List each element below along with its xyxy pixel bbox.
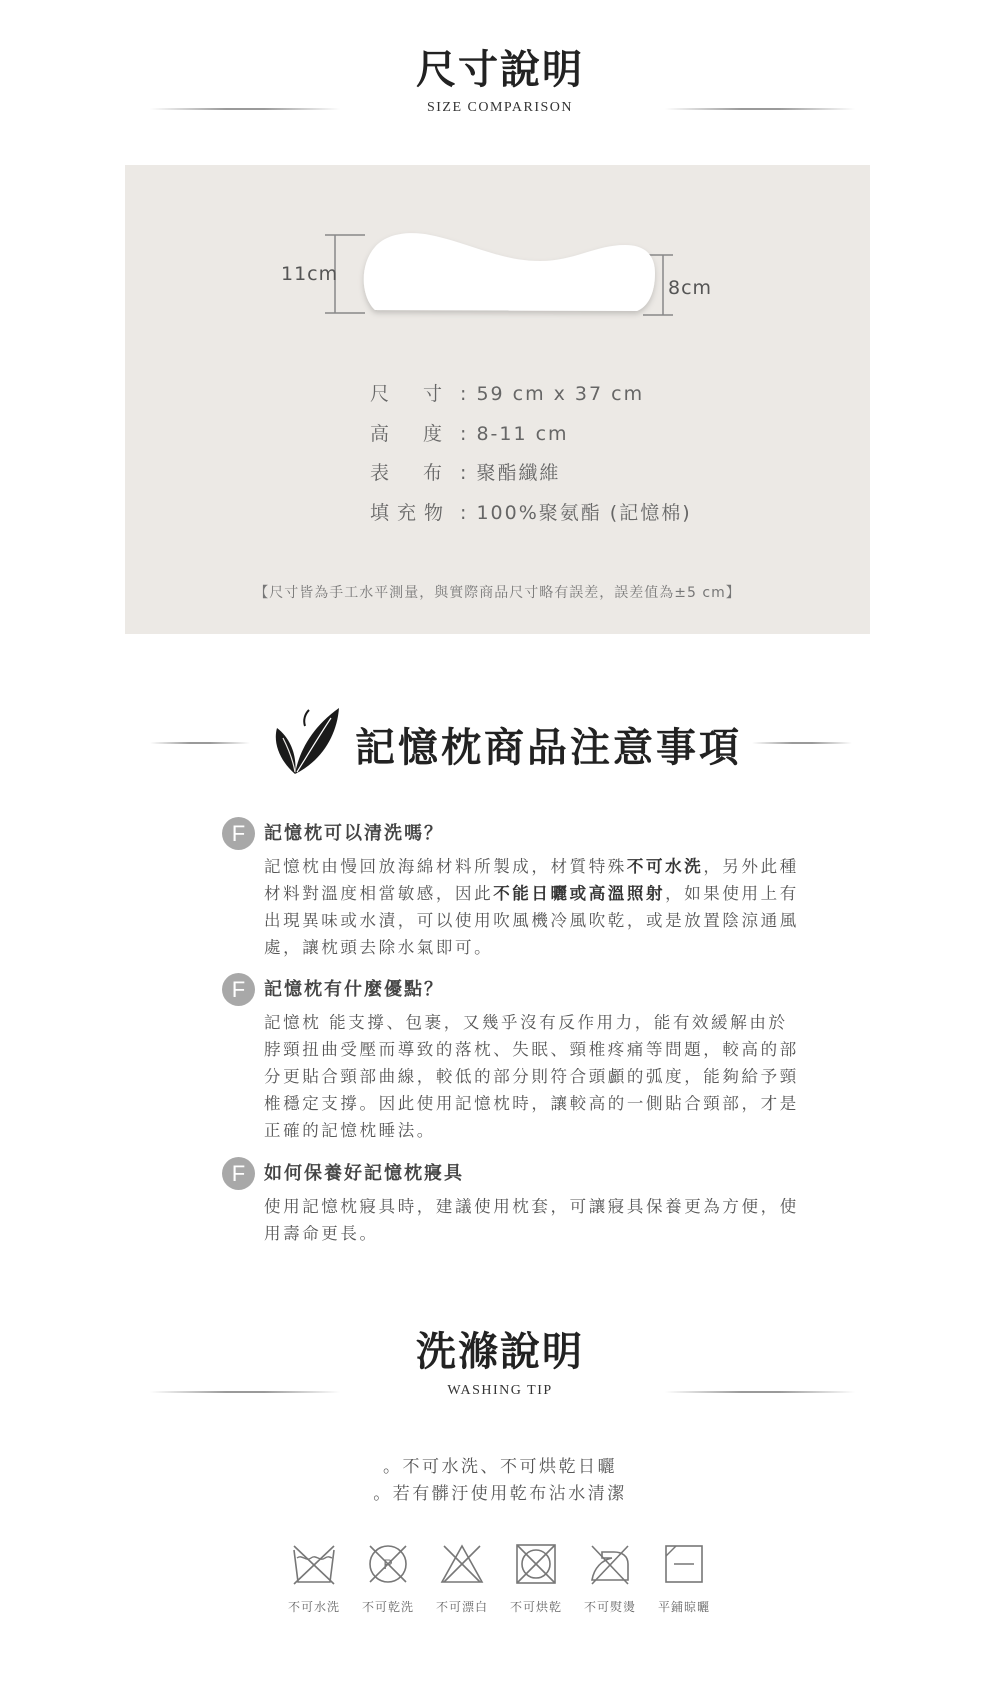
washing-divider-right — [665, 1391, 855, 1393]
no-iron-icon — [588, 1542, 632, 1586]
faq-badge-icon: F — [222, 817, 255, 850]
size-section-title: 尺寸說明 — [416, 46, 584, 93]
faq-item-washable — [222, 817, 802, 967]
no-tumble-dry-icon — [514, 1542, 558, 1586]
notes-divider-left — [150, 742, 250, 744]
faq-item-advantages — [222, 973, 802, 1153]
spec-size: 尺 寸 : 59 cm x 37 cm — [370, 383, 645, 405]
washing-divider-left — [150, 1391, 340, 1393]
no-dry-clean-icon — [366, 1542, 410, 1586]
washing-section-subtitle: WASHING TIP — [447, 1383, 553, 1398]
flat-dry-shade-icon — [662, 1542, 706, 1586]
faq-answer: 記憶枕由慢回放海綿材料所製成，材質特殊不可水洗，另外此種材料對溫度相當敏感，因此不能日曬或高溫照射，如果使用上有出現異味或水漬，可以使用吹風機冷風吹乾，或是放置陰涼通風處，讓枕頭去除水氣即可。 — [264, 857, 799, 957]
notes-section-title: 記憶枕商品注意事項 — [355, 724, 742, 771]
leaf-icon — [265, 700, 345, 780]
spec-filling: 填 充 物 : 100%聚氨酯 (記憶棉) — [370, 502, 692, 524]
faq-question: 如何保養好記憶枕寢具 — [264, 1163, 464, 1184]
height-left-label: 11cm — [281, 263, 339, 285]
notes-divider-right — [752, 742, 852, 744]
faq-answer: 記憶枕 能支撐、包裹，又幾乎沒有反作用力，能有效緩解由於脖頸扭曲受壓而導致的落枕、失眠、頸椎疼痛等問題，較高的部分更貼合頸部曲線，較低的部分則符合頭顱的弧度，能夠給予頸椎穩定支撐。因此使用記憶枕時，讓較高的一側貼合頸部，才是正確的記憶枕睡法。 — [264, 1013, 799, 1140]
faq-answer: 使用記憶枕寢具時，建議使用枕套，可讓寢具保養更為方便，使用壽命更長。 — [264, 1197, 799, 1243]
divider-left — [150, 108, 340, 110]
height-right-label: 8cm — [668, 277, 713, 299]
faq-question: 記憶枕有什麼優點？ — [264, 979, 444, 1000]
no-bleach-icon — [440, 1542, 484, 1586]
washing-section-title: 洗滌說明 — [416, 1328, 584, 1375]
wash-caption: 不可熨燙 — [583, 1600, 636, 1614]
pillow-diagram — [125, 165, 870, 345]
spec-fabric: 表 布 : 聚酯纖維 — [370, 462, 561, 484]
faq-item-care — [222, 1157, 802, 1257]
size-panel — [125, 165, 870, 634]
dry-clean-letter: P — [383, 1556, 393, 1572]
faq-question: 記憶枕可以清洗嗎？ — [264, 823, 444, 844]
divider-right — [665, 108, 855, 110]
wash-caption: 平鋪晾曬 — [657, 1600, 710, 1614]
size-section-subtitle: SIZE COMPARISON — [426, 100, 574, 115]
wash-caption: 不可漂白 — [435, 1600, 488, 1614]
measurement-note: 【尺寸皆為手工水平測量，與實際商品尺寸略有誤差，誤差值為±5 cm】 — [254, 585, 741, 601]
wash-caption: 不可烘乾 — [509, 1600, 562, 1614]
wash-caption: 不可水洗 — [287, 1600, 340, 1614]
spec-height: 高 度 : 8-11 cm — [370, 423, 569, 445]
faq-badge-icon: F — [222, 1157, 255, 1190]
no-wash-icon — [292, 1542, 336, 1586]
faq-badge-icon: F — [222, 973, 255, 1006]
washing-instruction: 。不可水洗、不可烘乾日曬 — [383, 1457, 617, 1477]
wash-caption: 不可乾洗 — [361, 1600, 414, 1614]
washing-instruction: 。若有髒汙使用乾布沾水清潔 — [373, 1484, 627, 1504]
